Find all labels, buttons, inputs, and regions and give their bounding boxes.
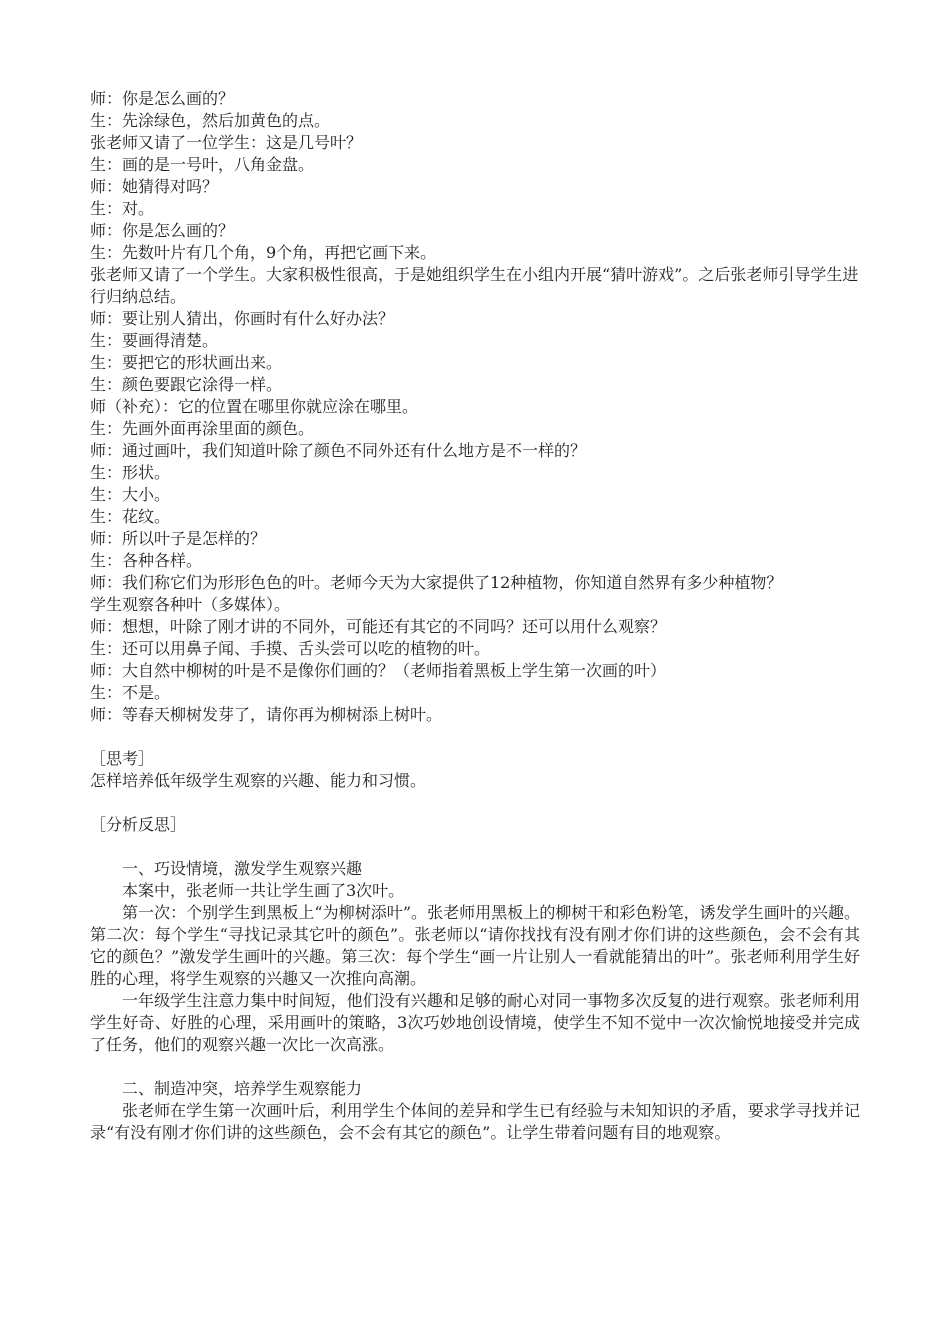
- dialogue-line: 生：大小。: [90, 485, 171, 504]
- paragraph: 一年级学生注意力集中时间短，他们没有兴趣和足够的耐心对同一事物多次反复的进行观察。张老师利用学生好奇、好胜的心理，采用画叶的策略，3次巧妙地创设情境，使学生不知不觉中一次次愉悦地接受并完成了任务，他们的观察兴趣一次比一次高涨。: [90, 991, 860, 1054]
- dialogue-line: 生：花纹。: [90, 507, 171, 526]
- dialogue-line: 生：先涂绿色，然后加黄色的点。: [90, 111, 331, 130]
- dialogue-line: 师：你是怎么画的？: [90, 89, 235, 108]
- dialogue-line: 师：我们称它们为形形色色的叶。老师今天为大家提供了12种植物，你知道自然界有多少种植物？: [90, 573, 783, 592]
- dialogue-line: 生：颜色要跟它涂得一样。: [90, 375, 283, 394]
- dialogue-line: 师：要让别人猜出，你画时有什么好办法？: [90, 309, 395, 328]
- dialogue-line: 生：各种各样。: [90, 551, 203, 570]
- dialogue-line: 师：通过画叶，我们知道叶除了颜色不同外还有什么地方是不一样的？: [90, 441, 587, 460]
- dialogue-line: 生：形状。: [90, 463, 171, 482]
- dialogue-line: 师：想想，叶除了刚才讲的不同外，可能还有其它的不同吗？还可以用什么观察？: [90, 617, 667, 636]
- dialogue-line: 学生观察各种叶（多媒体）。: [90, 595, 291, 614]
- dialogue-line: 生：画的是一号叶，八角金盘。: [90, 155, 315, 174]
- dialogue-line: 生：先数叶片有几个角，9个角，再把它画下来。: [90, 243, 437, 262]
- dialogue-line: 师：大自然中柳树的叶是不是像你们画的？（老师指着黑板上学生第一次画的叶）: [90, 661, 667, 680]
- dialogue-line: 师：她猜得对吗？: [90, 177, 219, 196]
- dialogue-block: [90, 88, 860, 726]
- dialogue-line: 生：对。: [90, 199, 155, 218]
- section-title: 一、巧设情境，激发学生观察兴趣: [122, 859, 363, 878]
- dialogue-line: 生：要把它的形状画出来。: [90, 353, 283, 372]
- paragraph: 本案中，张老师一共让学生画了3次叶。: [122, 881, 405, 900]
- think-heading: ［思考］: [90, 749, 155, 768]
- dialogue-line: 师：等春天柳树发芽了，请你再为柳树添上树叶。: [90, 705, 443, 724]
- dialogue-line: 生：要画得清楚。: [90, 331, 219, 350]
- dialogue-line: 生：先画外面再涂里面的颜色。: [90, 419, 315, 438]
- think-text: 怎样培养低年级学生观察的兴趣、能力和习惯。: [90, 771, 427, 790]
- analysis-heading: ［分析反思］: [90, 815, 187, 834]
- section-title: 二、制造冲突，培养学生观察能力: [122, 1079, 363, 1098]
- paragraph: 第一次：个别学生到黑板上“为柳树添叶”。张老师用黑板上的柳树干和彩色粉笔，诱发学生画叶的兴趣。第二次：每个学生“寻找记录其它叶的颜色”。张老师以“请你找找有没有刚才你们讲的这些颜色，会不会有其它的颜色？”激发学生画叶的兴趣。第三次：每个学生“画一片让别人一看就能猜出的叶”。张老师利用学生好胜的心理，将学生观察的兴趣又一次推向高潮。: [90, 903, 860, 988]
- dialogue-line: 师：你是怎么画的？: [90, 221, 235, 240]
- document-page: [90, 88, 860, 1144]
- dialogue-line: 师（补充）：它的位置在哪里你就应涂在哪里。: [90, 397, 419, 416]
- dialogue-line: 师：所以叶子是怎样的？: [90, 529, 267, 548]
- dialogue-line: 张老师又请了一位学生：这是几号叶？: [90, 133, 363, 152]
- dialogue-line: 生：还可以用鼻子闻、手摸、舌头尝可以吃的植物的叶。: [90, 639, 491, 658]
- dialogue-line: 张老师又请了一个学生。大家积极性很高，于是她组织学生在小组内开展“猜叶游戏”。之后张老师引导学生进行归纳总结。: [90, 265, 859, 306]
- paragraph: 张老师在学生第一次画叶后，利用学生个体间的差异和学生已有经验与未知知识的矛盾，要求学寻找并记录“有没有刚才你们讲的这些颜色，会不会有其它的颜色”。让学生带着问题有目的地观察。: [90, 1101, 860, 1142]
- analysis-section: [90, 814, 860, 1144]
- think-section: [90, 748, 860, 792]
- dialogue-line: 生：不是。: [90, 683, 171, 702]
